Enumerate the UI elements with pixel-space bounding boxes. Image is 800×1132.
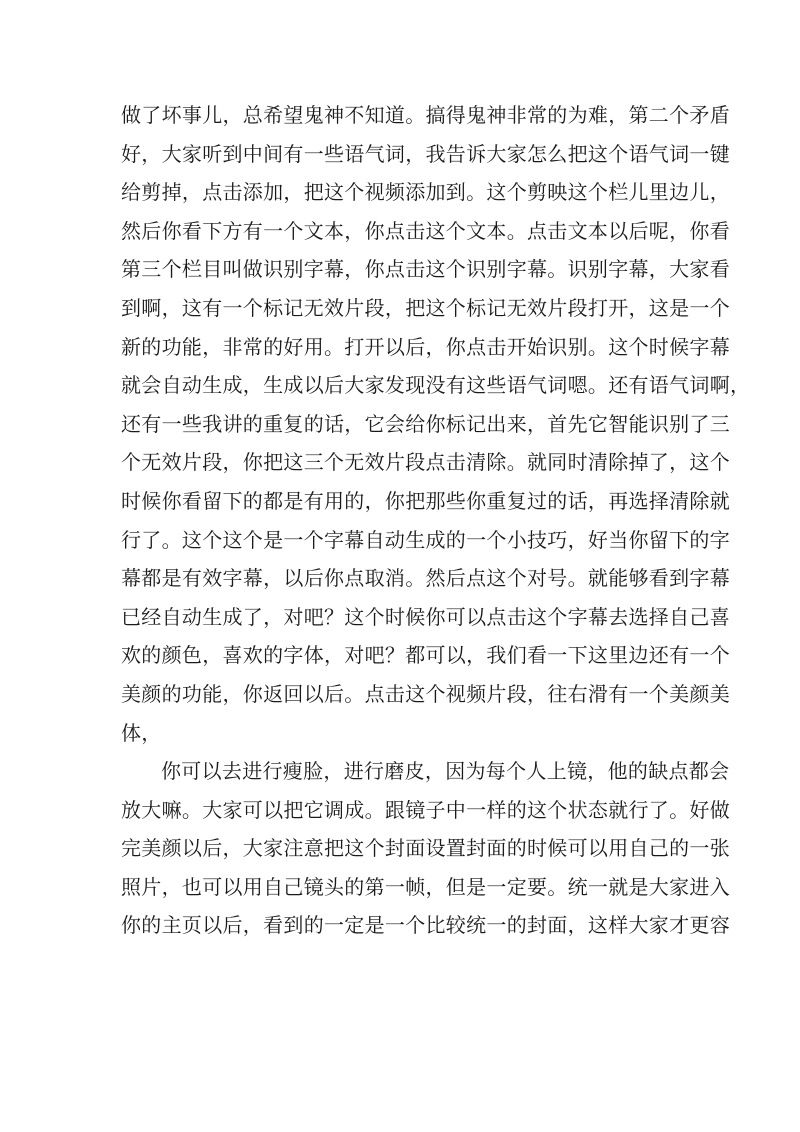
text-line: 到啊，这有一个标记无效片段，把这个标记无效片段打开，这是一个 xyxy=(121,295,730,320)
text-line: 体， xyxy=(121,720,162,745)
text-line: 做了坏事儿，总希望鬼神不知道。搞得鬼神非常的为难，第二个矛盾 xyxy=(121,103,730,127)
text-line: 你可以去进行瘦脸，进行磨皮，因为每个人上镜，他的缺点都会 xyxy=(161,759,730,784)
text-line: 已经自动生成了，对吧？这个时候你可以点击这个字幕去选择自己喜 xyxy=(121,604,730,629)
text-line: 幕都是有效字幕，以后你点取消。然后点这个对号。就能够看到字幕 xyxy=(121,566,730,591)
paragraph xyxy=(121,752,730,945)
text-line: 你的主页以后，看到的一定是一个比较统一的封面，这样大家才更容 xyxy=(121,913,730,938)
text-line: 欢的颜色，喜欢的字体，对吧？都可以，我们看一下这里边还有一个 xyxy=(121,643,730,668)
text-line: 好，大家听到中间有一些语气词，我告诉大家怎么把这个语气词一键 xyxy=(121,141,730,166)
text-line: 照片，也可以用自己镜头的第一帧，但是一定要。统一就是大家进入 xyxy=(121,874,730,899)
text-line: 美颜的功能，你返回以后。点击这个视频片段，往右滑有一个美颜美 xyxy=(121,681,730,706)
text-line: 时候你看留下的都是有用的，你把那些你重复过的话，再选择清除就 xyxy=(121,488,730,513)
text-line: 给剪掉，点击添加，把这个视频添加到。这个剪映这个栏儿里边儿， xyxy=(121,180,730,205)
text-line: 新的功能，非常的好用。打开以后，你点击开始识别。这个时候字幕 xyxy=(121,334,730,359)
document-body xyxy=(121,96,751,945)
paragraph xyxy=(121,96,751,752)
text-line: 行了。这个这个是一个字幕自动生成的一个小技巧，好当你留下的字 xyxy=(121,527,730,552)
text-line: 就会自动生成，生成以后大家发现没有这些语气词嗯。还有语气词啊， xyxy=(121,373,751,398)
text-line: 然后你看下方有一个文本，你点击这个文本。点击文本以后呢，你看 xyxy=(121,218,730,243)
text-line: 完美颜以后，大家注意把这个封面设置封面的时候可以用自己的一张 xyxy=(121,836,730,861)
text-line: 第三个栏目叫做识别字幕，你点击这个识别字幕。识别字幕，大家看 xyxy=(121,257,730,282)
text-line: 放大嘛。大家可以把它调成。跟镜子中一样的这个状态就行了。好做 xyxy=(121,797,730,822)
text-line: 个无效片段，你把这三个无效片段点击清除。就同时清除掉了，这个 xyxy=(121,450,730,475)
text-line: 还有一些我讲的重复的话，它会给你标记出来，首先它智能识别了三 xyxy=(121,411,730,436)
